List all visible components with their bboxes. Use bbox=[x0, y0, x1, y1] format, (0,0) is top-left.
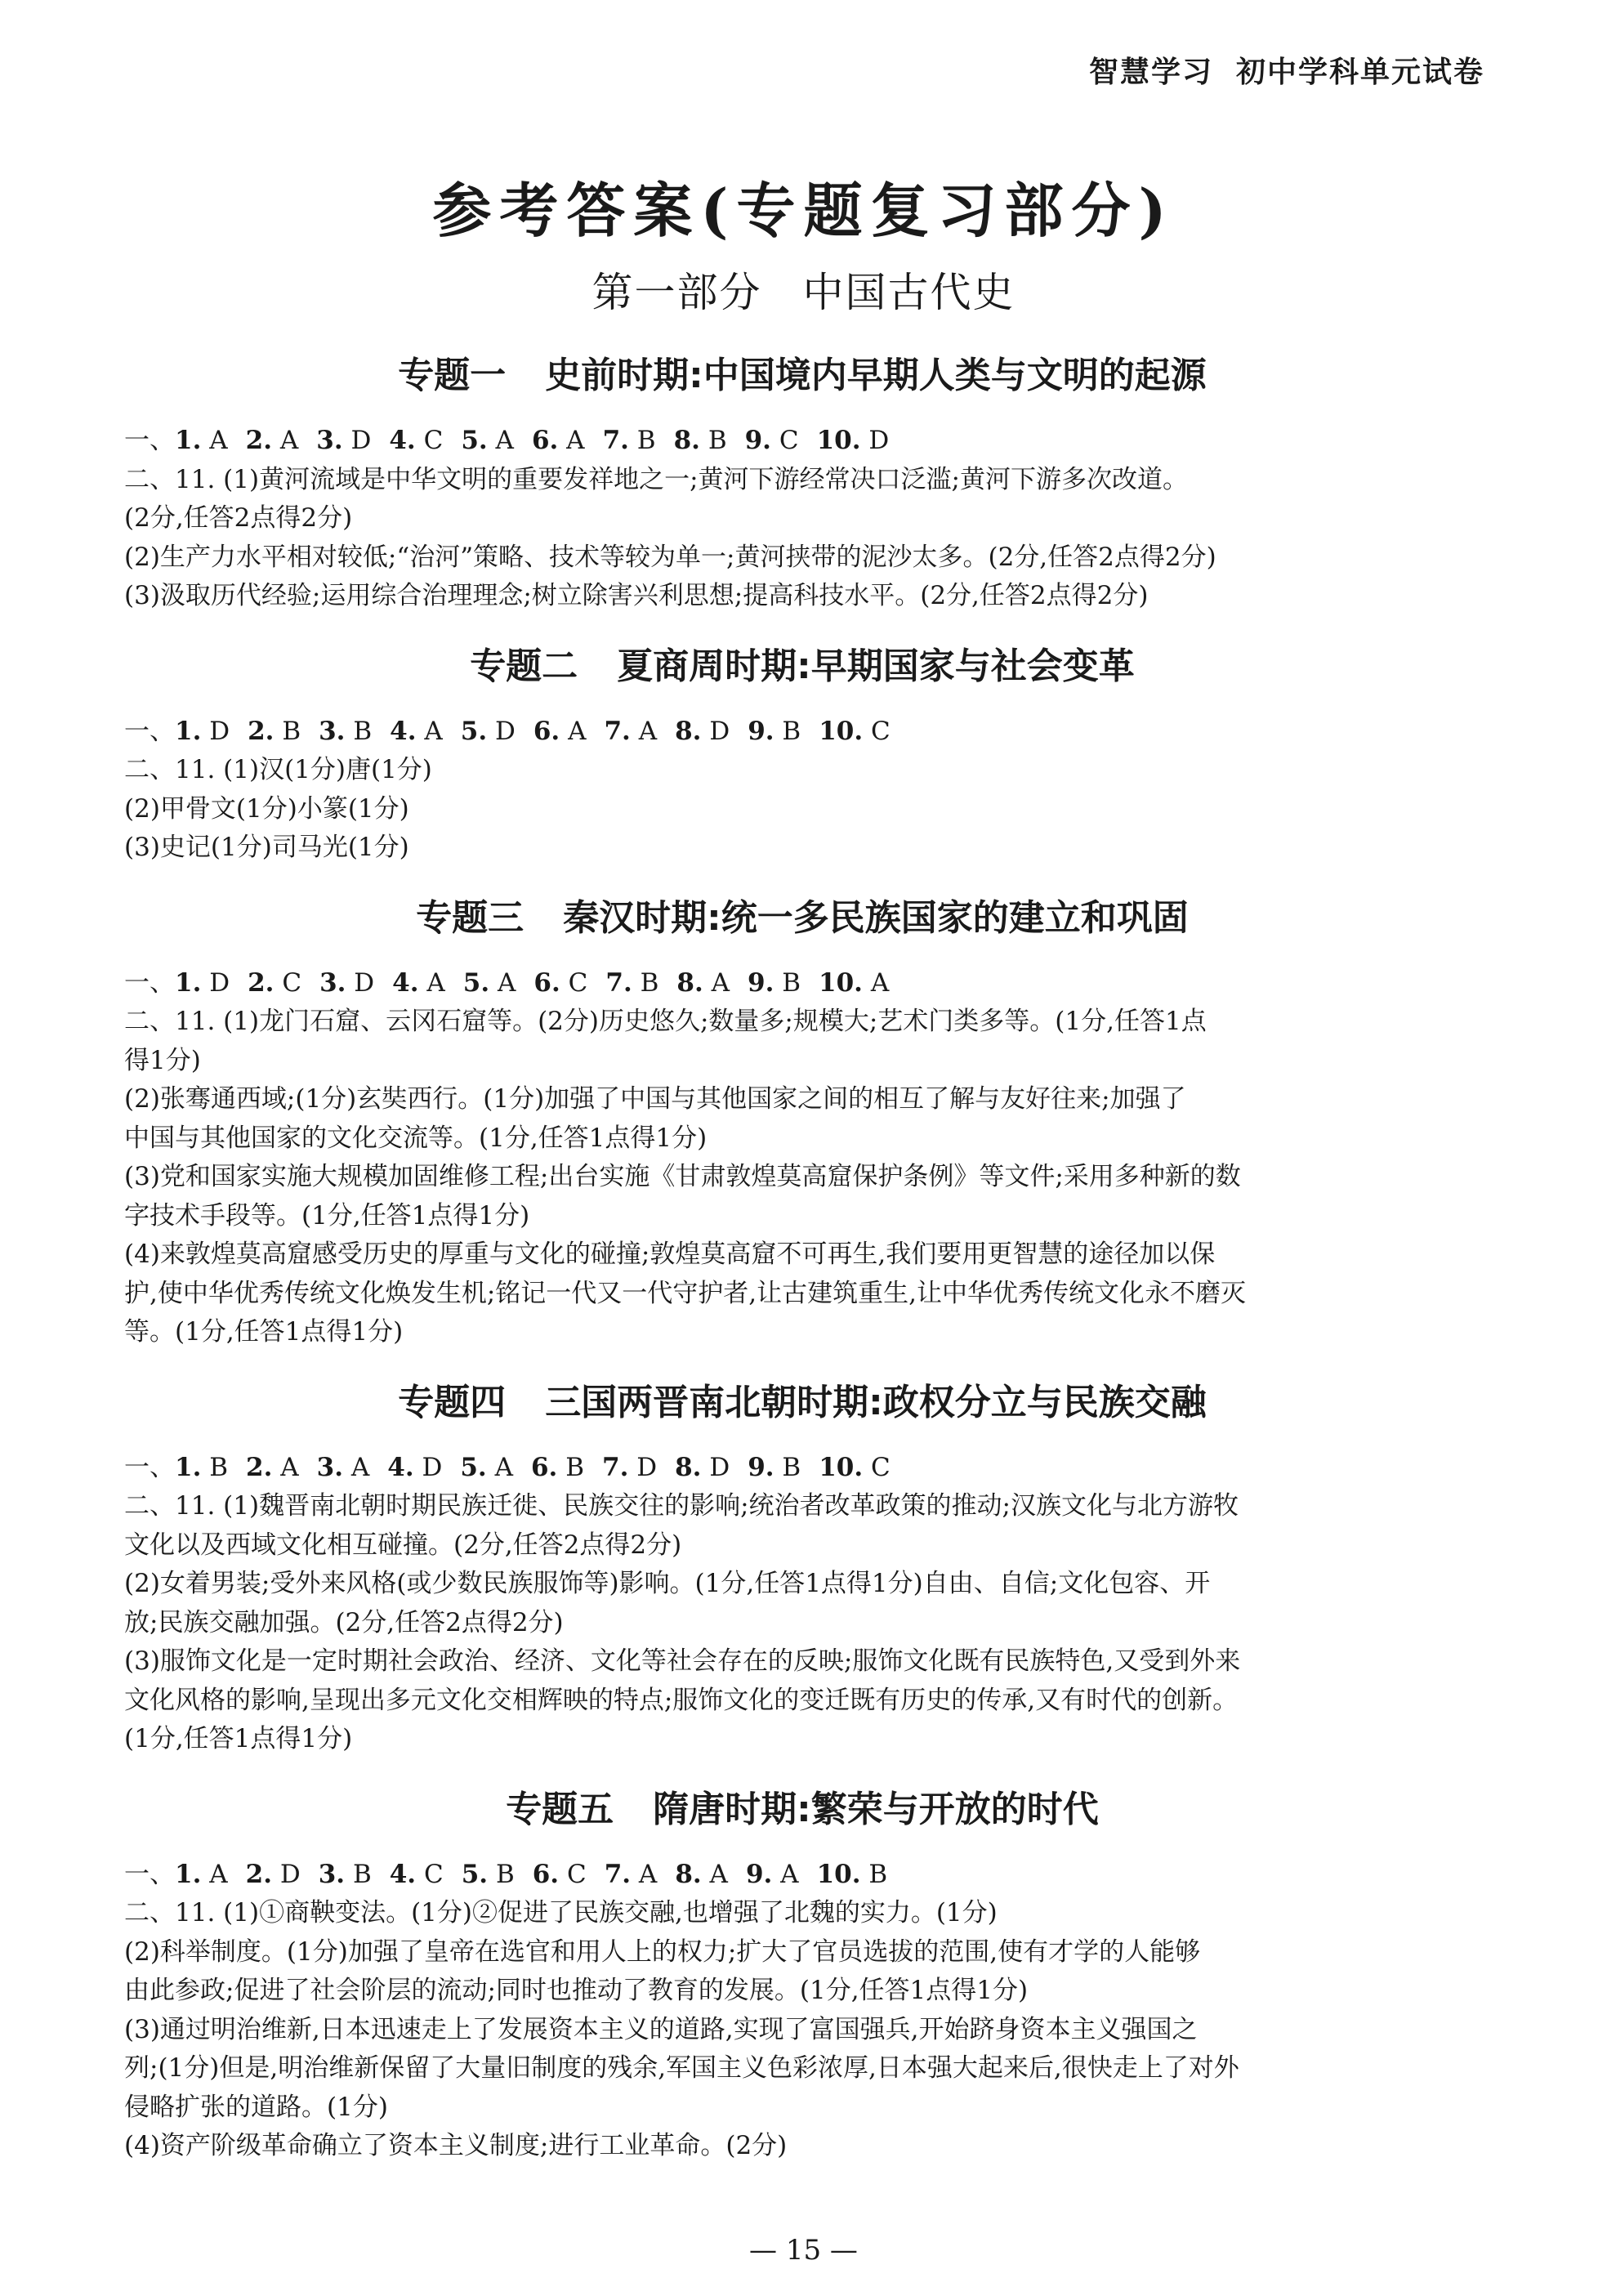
answer-line: 得1分) bbox=[124, 1045, 201, 1075]
mc-question-number: 6. bbox=[531, 426, 559, 455]
answer-line: 二、11. (1)汉(1分)唐(1分) bbox=[124, 755, 432, 784]
header-series: 智慧学习 bbox=[1088, 55, 1213, 89]
mc-choice: A bbox=[780, 1859, 799, 1889]
answer-line: 文化以及西域文化相互碰撞。(2分,任答2点得2分) bbox=[124, 1530, 682, 1560]
answer-line: 放;民族交融加强。(2分,任答2点得2分) bbox=[124, 1607, 564, 1637]
mc-answer bbox=[392, 968, 445, 998]
mc-choice: B bbox=[209, 1452, 229, 1482]
mc-choice: B bbox=[782, 1452, 801, 1482]
mc-answer bbox=[246, 1453, 299, 1482]
answer-line: (1分,任答1点得1分) bbox=[124, 1724, 353, 1753]
mc-question-number: 6. bbox=[532, 1859, 560, 1889]
mc-question-number: 9. bbox=[748, 716, 774, 746]
mc-choice: C bbox=[423, 1859, 444, 1889]
mc-choice: B bbox=[352, 1859, 372, 1889]
mc-choice: A bbox=[495, 426, 514, 455]
topic-section bbox=[124, 351, 1480, 616]
mc-choice: A bbox=[498, 967, 516, 998]
topic-number: 专题一 bbox=[398, 355, 507, 396]
mc-answer bbox=[676, 968, 730, 998]
mc-question-number: 2. bbox=[245, 1859, 272, 1889]
multiple-choice-answers bbox=[124, 422, 1480, 461]
mc-question-number: 10. bbox=[819, 716, 864, 746]
mc-answer bbox=[746, 1860, 799, 1889]
answer-line: (3)汲取历代经验;运用综合治理理念;树立除害兴利思想;提高科技水平。(2分,任答2点得2分) bbox=[124, 581, 1149, 610]
mc-question-number: 7. bbox=[604, 1859, 632, 1889]
answer-line: (3)通过明治维新,日本迅速走上了发展资本主义的道路,实现了富国强兵,开始跻身资本主义强国之 bbox=[124, 2014, 1198, 2044]
page-header bbox=[1089, 49, 1484, 91]
mc-question-number: 8. bbox=[675, 1452, 702, 1482]
mc-prefix: 一、 bbox=[124, 1859, 175, 1889]
answer-line: 护,使中华优秀传统文化焕发生机;铭记一代又一代守护者,让古建筑重生,让中华优秀传统文化永不磨灭 bbox=[124, 1278, 1247, 1308]
mc-choice: B bbox=[495, 1859, 515, 1889]
mc-choice: D bbox=[354, 967, 375, 998]
topic-title bbox=[124, 1785, 1480, 1834]
answer-line: (2)甲骨文(1分)小篆(1分) bbox=[124, 793, 409, 824]
mc-choice: C bbox=[779, 426, 799, 455]
mc-answer bbox=[175, 1860, 228, 1889]
mc-question-number: 9. bbox=[745, 1859, 773, 1889]
answer-line: 二、11. (1)魏晋南北朝时期民族迁徙、民族交往的影响;统治者改革政策的推动;汉族文化与北方游牧 bbox=[124, 1491, 1239, 1521]
mc-choice: B bbox=[636, 426, 656, 455]
mc-answer bbox=[461, 717, 516, 746]
mc-question-number: 3. bbox=[319, 967, 346, 998]
mc-answer bbox=[461, 426, 514, 455]
mc-question-number: 8. bbox=[676, 967, 703, 998]
mc-choice: B bbox=[708, 426, 727, 455]
mc-question-number: 3. bbox=[318, 1859, 346, 1889]
page-title: 参考答案(专题复习部分) bbox=[432, 176, 1175, 245]
mc-prefix: 一、 bbox=[124, 967, 175, 998]
topic-name: 隋唐时期:繁荣与开放的时代 bbox=[653, 1788, 1099, 1830]
mc-question-number: 3. bbox=[316, 426, 343, 455]
mc-answer bbox=[819, 1453, 891, 1482]
mc-prefix: 一、 bbox=[124, 716, 175, 746]
topic-name: 夏商周时期:早期国家与社会变革 bbox=[617, 645, 1135, 687]
answer-line: (4)来敦煌莫高窟感受历史的厚重与文化的碰撞;敦煌莫高窟不可再生,我们要用更智慧的途径加以保 bbox=[124, 1240, 1216, 1269]
mc-question-number: 2. bbox=[248, 716, 275, 746]
mc-choice: A bbox=[638, 716, 658, 746]
mc-answer bbox=[533, 1860, 587, 1889]
mc-answer bbox=[248, 717, 301, 746]
mc-answer bbox=[748, 1453, 801, 1482]
mc-question-number: 4. bbox=[389, 426, 416, 455]
answer-line: (2分,任答2点得2分) bbox=[124, 503, 353, 533]
mc-choice: A bbox=[279, 426, 299, 455]
mc-question-number: 4. bbox=[389, 1859, 417, 1889]
answer-line: 中国与其他国家的文化交流等。(1分,任答1点得1分) bbox=[124, 1123, 708, 1153]
mc-choice: D bbox=[209, 716, 230, 746]
topic-title bbox=[124, 642, 1480, 691]
answer-line: 二、11. (1)①商鞅变法。(1分)②促进了民族交融,也增强了北魏的实力。(1分) bbox=[124, 1898, 998, 1927]
mc-answer bbox=[532, 426, 585, 455]
mc-question-number: 10. bbox=[816, 426, 861, 455]
mc-choice: B bbox=[782, 716, 801, 746]
mc-choice: A bbox=[350, 1452, 370, 1482]
mc-question-number: 9. bbox=[748, 967, 774, 998]
mc-choice: D bbox=[279, 1859, 301, 1889]
mc-answer bbox=[246, 426, 299, 455]
mc-answer bbox=[675, 717, 730, 746]
mc-question-number: 4. bbox=[392, 967, 419, 998]
mc-answer bbox=[675, 1453, 730, 1482]
mc-question-number: 9. bbox=[744, 426, 771, 455]
mc-question-number: 6. bbox=[533, 967, 560, 998]
mc-answer bbox=[605, 1860, 658, 1889]
mc-answer bbox=[602, 1453, 657, 1482]
answer-line: (3)党和国家实施大规模加固维修工程;出台实施《甘肃敦煌莫高窟保护条例》等文件;采用多种新的数 bbox=[124, 1162, 1241, 1191]
mc-question-number: 3. bbox=[319, 716, 346, 746]
topic-name: 史前时期:中国境内早期人类与文明的起源 bbox=[545, 355, 1207, 396]
mc-question-number: 5. bbox=[462, 967, 490, 998]
mc-answer bbox=[748, 717, 801, 746]
part-name: 中国古代史 bbox=[802, 269, 1016, 316]
answer-line: (3)史记(1分)司马光(1分) bbox=[124, 833, 409, 862]
mc-choice: A bbox=[426, 967, 445, 998]
mc-question-number: 9. bbox=[748, 1452, 774, 1482]
mc-question-number: 10. bbox=[819, 1452, 864, 1482]
mc-answer bbox=[533, 717, 587, 746]
mc-answer bbox=[319, 968, 374, 998]
mc-answer bbox=[817, 426, 890, 455]
mc-choice: D bbox=[494, 716, 516, 746]
mc-question-number: 1. bbox=[175, 1859, 202, 1889]
mc-choice: B bbox=[782, 967, 801, 998]
mc-question-number: 7. bbox=[604, 716, 631, 746]
mc-choice: A bbox=[870, 967, 890, 998]
mc-question-number: 8. bbox=[673, 426, 700, 455]
mc-answer bbox=[675, 1860, 728, 1889]
mc-answer bbox=[175, 717, 230, 746]
mc-question-number: 7. bbox=[605, 967, 632, 998]
mc-answer bbox=[317, 1453, 370, 1482]
mc-answer bbox=[533, 968, 587, 998]
mc-choice: D bbox=[209, 967, 230, 998]
mc-question-number: 10. bbox=[816, 1859, 861, 1889]
mc-choice: C bbox=[566, 1859, 587, 1889]
mc-answer bbox=[819, 968, 889, 998]
mc-question-number: 10. bbox=[819, 967, 863, 998]
mc-choice: B bbox=[353, 716, 373, 746]
mc-answer bbox=[175, 968, 230, 998]
topic-name: 秦汉时期:统一多民族国家的建立和巩固 bbox=[563, 896, 1189, 939]
mc-answer bbox=[389, 426, 443, 455]
mc-answer bbox=[319, 1860, 372, 1889]
answer-line: 等。(1分,任答1点得1分) bbox=[124, 1317, 404, 1347]
answer-line: 侵略扩张的道路。(1分) bbox=[124, 2092, 388, 2122]
mc-question-number: 1. bbox=[175, 1452, 202, 1482]
answer-line: 列;(1分)但是,明治维新保留了大量旧制度的残余,军国主义色彩浓厚,日本强大起来后,很快走上了对外 bbox=[124, 2053, 1239, 2083]
topic-number: 专题五 bbox=[506, 1788, 614, 1830]
mc-choice: A bbox=[424, 716, 443, 746]
mc-choice: A bbox=[568, 716, 587, 746]
topic-name: 三国两晋南北朝时期:政权分立与民族交融 bbox=[545, 1381, 1207, 1423]
mc-question-number: 3. bbox=[316, 1452, 344, 1482]
multiple-choice-answers bbox=[124, 712, 1480, 752]
mc-answer bbox=[463, 968, 516, 998]
topic-title bbox=[124, 351, 1480, 400]
mc-question-number: 8. bbox=[675, 716, 702, 746]
mc-answer bbox=[319, 717, 372, 746]
mc-choice: A bbox=[209, 1859, 228, 1889]
mc-choice: A bbox=[711, 967, 730, 998]
multiple-choice-answers bbox=[124, 1856, 1480, 1895]
answer-line: 由此参政;促进了社会阶层的流动;同时也推动了教育的发展。(1分,任答1点得1分) bbox=[124, 1976, 1029, 2005]
mc-choice: A bbox=[709, 1859, 728, 1889]
page-number: — 15 — bbox=[749, 2234, 858, 2267]
mc-prefix: 一、 bbox=[124, 426, 175, 455]
multiple-choice-answers bbox=[124, 964, 1480, 1003]
mc-question-number: 5. bbox=[460, 1452, 487, 1482]
answer-line: 文化风格的影响,呈现出多元文化交相辉映的特点;服饰文化的变迁既有历史的传承,又有时代的创新。 bbox=[124, 1685, 1239, 1715]
mc-choice: A bbox=[280, 1452, 299, 1482]
mc-question-number: 5. bbox=[461, 1859, 489, 1889]
mc-choice: B bbox=[565, 1452, 584, 1482]
mc-question-number: 7. bbox=[602, 426, 629, 455]
mc-question-number: 2. bbox=[248, 967, 275, 998]
topic-section bbox=[124, 642, 1480, 868]
topic-number: 专题四 bbox=[398, 1381, 507, 1423]
mc-choice: C bbox=[423, 426, 444, 455]
mc-choice: D bbox=[422, 1452, 443, 1482]
answer-content bbox=[124, 351, 1480, 2166]
mc-choice: A bbox=[494, 1452, 513, 1482]
topic-title bbox=[124, 1378, 1480, 1427]
answer-line: (2)女着男装;受外来风格(或少数民族服饰等)影响。(1分,任答1点得1分)自由、自信;文化包容、开 bbox=[124, 1569, 1211, 1598]
mc-answer bbox=[604, 717, 657, 746]
part-title bbox=[0, 260, 1607, 319]
mc-choice: C bbox=[871, 1452, 891, 1482]
mc-answer bbox=[605, 968, 658, 998]
mc-choice: B bbox=[640, 967, 659, 998]
topic-section bbox=[124, 894, 1480, 1352]
topic-number: 专题二 bbox=[470, 645, 578, 687]
multiple-choice-answers bbox=[124, 1449, 1480, 1488]
mc-question-number: 1. bbox=[175, 716, 202, 746]
mc-answer bbox=[390, 1860, 444, 1889]
part-number: 第一部分 bbox=[591, 269, 762, 316]
mc-question-number: 7. bbox=[602, 1452, 629, 1482]
mc-choice: C bbox=[568, 967, 588, 998]
mc-prefix: 一、 bbox=[124, 1452, 175, 1482]
header-book: 初中学科单元试卷 bbox=[1235, 55, 1484, 89]
answer-line: (4)资产阶级革命确立了资本主义制度;进行工业革命。(2分) bbox=[124, 2131, 788, 2160]
mc-choice: D bbox=[709, 1452, 730, 1482]
mc-answer bbox=[316, 426, 371, 455]
mc-choice: C bbox=[282, 967, 302, 998]
mc-choice: D bbox=[636, 1452, 658, 1482]
answer-line: 二、11. (1)黄河流域是中华文明的重要发祥地之一;黄河下游经常决口泛滥;黄河下游多次改道。 bbox=[124, 464, 1188, 494]
mc-question-number: 6. bbox=[530, 1452, 558, 1482]
mc-question-number: 8. bbox=[675, 1859, 702, 1889]
mc-answer bbox=[603, 426, 656, 455]
mc-question-number: 5. bbox=[460, 716, 488, 746]
mc-answer bbox=[748, 968, 801, 998]
mc-answer bbox=[175, 426, 228, 455]
mc-choice: D bbox=[709, 716, 730, 746]
mc-answer bbox=[387, 1453, 442, 1482]
mc-choice: D bbox=[350, 426, 372, 455]
mc-question-number: 2. bbox=[245, 426, 272, 455]
topic-title bbox=[124, 894, 1480, 943]
answer-line: (3)服饰文化是一定时期社会政治、经济、文化等社会存在的反映;服饰文化既有民族特色,又受到外来 bbox=[124, 1646, 1241, 1676]
mc-answer bbox=[462, 1860, 515, 1889]
mc-choice: D bbox=[868, 426, 890, 455]
mc-question-number: 5. bbox=[461, 426, 488, 455]
mc-answer bbox=[460, 1453, 513, 1482]
mc-question-number: 4. bbox=[387, 1452, 414, 1482]
topic-section bbox=[124, 1785, 1480, 2166]
mc-answer bbox=[175, 1453, 228, 1482]
mc-choice: C bbox=[871, 716, 891, 746]
mc-choice: A bbox=[209, 426, 228, 455]
mc-answer bbox=[246, 1860, 301, 1889]
answer-line: (2)科举制度。(1分)加强了皇帝在选官和用人上的权力;扩大了官员选拔的范围,使有才学的人能够 bbox=[124, 1936, 1201, 1967]
mc-question-number: 6. bbox=[533, 716, 560, 746]
mc-answer bbox=[531, 1453, 584, 1482]
mc-answer bbox=[248, 968, 301, 998]
mc-question-number: 1. bbox=[175, 967, 202, 998]
mc-answer bbox=[390, 717, 443, 746]
mc-question-number: 4. bbox=[390, 716, 417, 746]
answer-line: 字技术手段等。(1分,任答1点得1分) bbox=[124, 1200, 530, 1231]
answer-line: (2)张骞通西域;(1分)玄奘西行。(1分)加强了中国与其他国家之间的相互了解与友好往来;加强了 bbox=[124, 1084, 1186, 1114]
answer-line: (2)生产力水平相对较低;“治河”策略、技术等较为单一;黄河挟带的泥沙太多。(2分,任答2点得2分) bbox=[124, 542, 1216, 572]
mc-choice: A bbox=[638, 1859, 658, 1889]
mc-question-number: 2. bbox=[246, 1452, 273, 1482]
mc-answer bbox=[819, 717, 891, 746]
mc-choice: B bbox=[868, 1859, 888, 1889]
answer-line: 二、11. (1)龙门石窟、云冈石窟等。(2分)历史悠久;数量多;规模大;艺术门类多等。(1分,任答1点 bbox=[124, 1007, 1207, 1036]
mc-choice: A bbox=[566, 426, 585, 455]
mc-answer bbox=[674, 426, 727, 455]
topic-section bbox=[124, 1378, 1480, 1759]
mc-choice: B bbox=[282, 716, 301, 746]
mc-answer bbox=[745, 426, 799, 455]
topic-number: 专题三 bbox=[416, 896, 525, 939]
mc-answer bbox=[817, 1860, 888, 1889]
mc-question-number: 1. bbox=[175, 426, 202, 455]
